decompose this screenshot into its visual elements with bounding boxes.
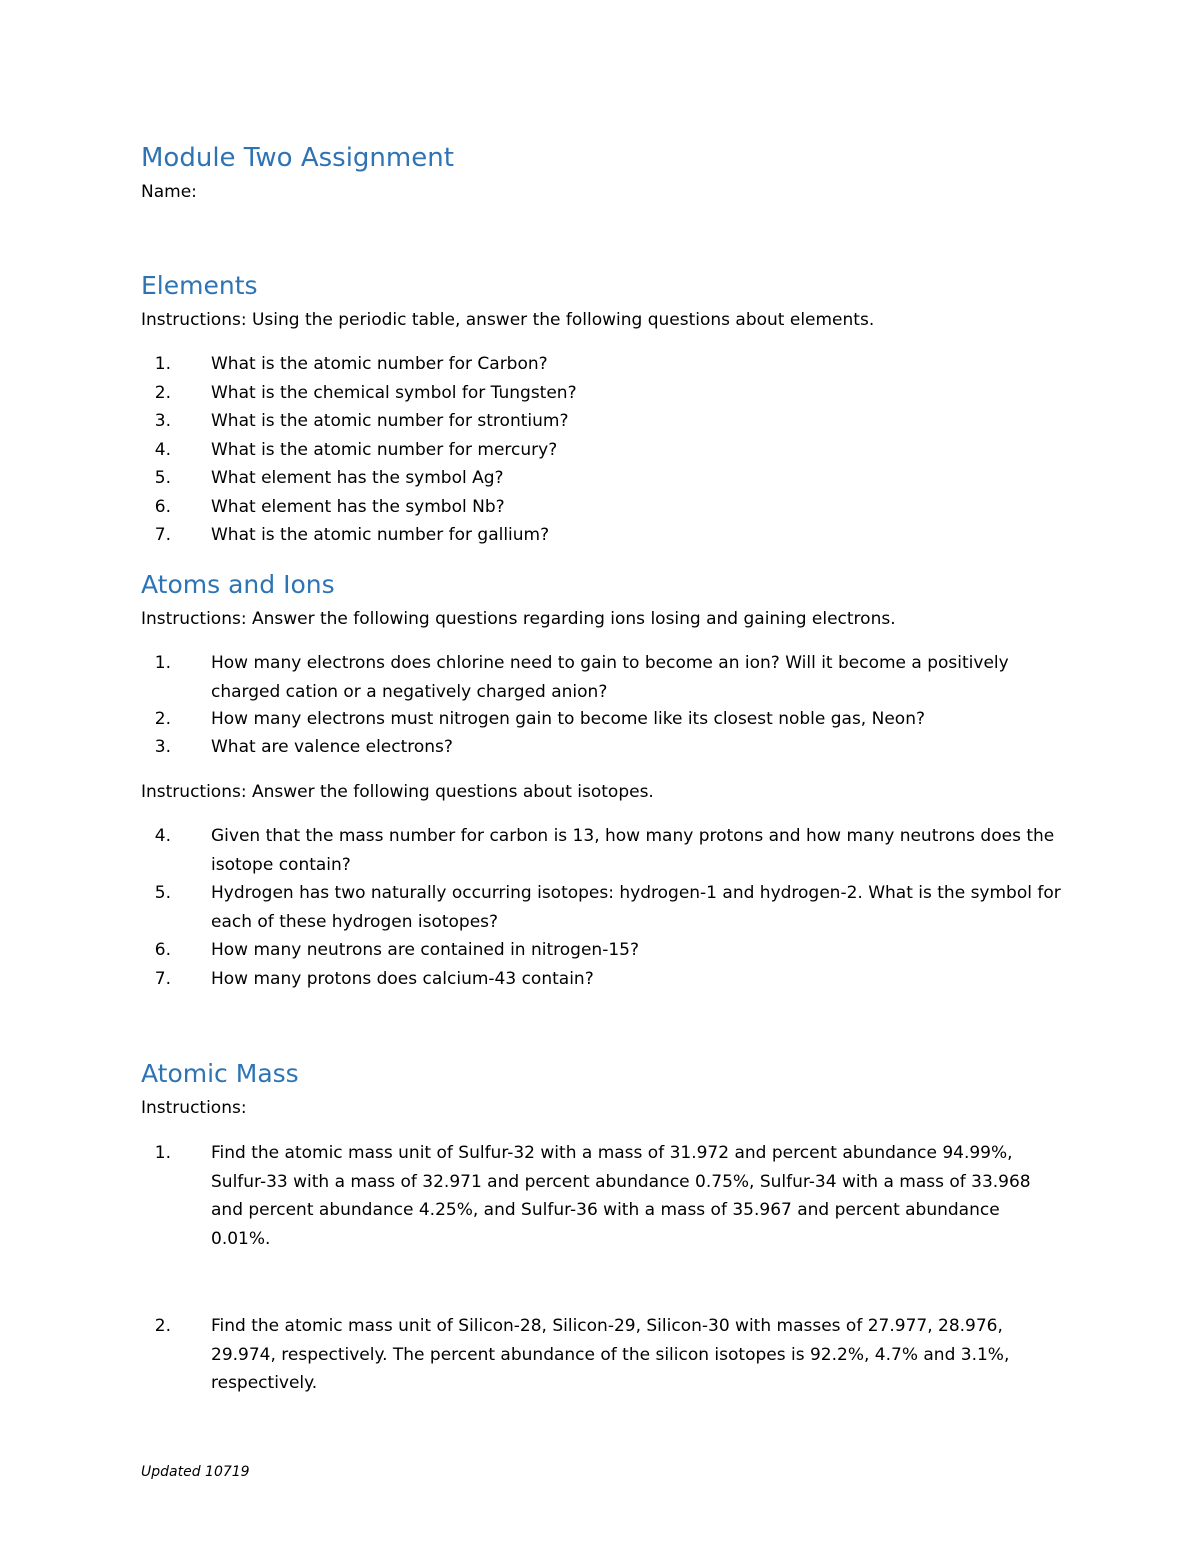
item-number: 1. (154, 1143, 171, 1163)
item-text: What element has the symbol Nb? (211, 496, 505, 517)
item-number: 2. (154, 382, 171, 403)
item-number: 5. (154, 883, 171, 903)
atomic-mass-heading: Atomic Mass (141, 1059, 299, 1088)
item-text: What is the atomic number for mercury? (211, 439, 558, 460)
item-text: Hydrogen has two naturally occurring isotopes: hydrogen-1 and hydrogen-2. What is the symbol for each of these hydrogen isotopes? (211, 883, 1061, 932)
item-text: What is the atomic number for Carbon? (211, 354, 548, 374)
item-number: 6. (154, 496, 171, 517)
item-text: What is the atomic number for gallium? (211, 525, 550, 545)
item-text: How many neutrons are contained in nitrogen-15? (211, 940, 639, 960)
item-number: 3. (154, 411, 171, 431)
item-text: What is the atomic number for strontium? (211, 411, 569, 431)
item-number: 5. (154, 468, 171, 488)
item-number: 7. (154, 969, 171, 989)
atoms-ions-heading: Atoms and Ions (141, 570, 335, 599)
item-text: What are valence electrons? (211, 737, 453, 757)
item-number: 7. (154, 525, 171, 545)
item-number: 4. (154, 826, 171, 846)
item-number: 1. (154, 653, 171, 673)
item-number: 6. (154, 940, 171, 960)
name-label: Name: (141, 182, 197, 202)
elements-instructions: Instructions: Using the periodic table, answer the following questions about elements. (141, 310, 875, 330)
document-title: Module Two Assignment (141, 143, 454, 173)
item-text: What is the chemical symbol for Tungsten? (211, 382, 577, 403)
item-number: 3. (154, 737, 171, 757)
atoms-ions-instructions: Instructions: Answer the following questions regarding ions losing and gaining electrons. (141, 609, 896, 629)
item-text: How many electrons does chlorine need to gain to become an ion? Will it become a positively charged cation or a negatively charged anion? (211, 653, 1009, 702)
item-number: 1. (154, 354, 171, 374)
item-text: Given that the mass number for carbon is 13, how many protons and how many neutrons does the isotope contain? (211, 826, 1055, 875)
item-number: 4. (154, 439, 171, 460)
item-number: 2. (154, 709, 171, 729)
atomic-mass-instructions: Instructions: (141, 1098, 247, 1118)
item-text: How many protons does calcium-43 contain? (211, 969, 594, 989)
item-number: 2. (154, 1316, 171, 1336)
elements-heading: Elements (141, 271, 258, 300)
item-text: Find the atomic mass unit of Sulfur-32 with a mass of 31.972 and percent abundance 94.99%, Sulfur-33 with a mass of 32.971 and percent abundance 0.75%, Sulfur-34 with a mass of 33.968 and percent abundance 4.25%, and Sulfur-36 with a mass of 35.967 and percent abundance 0.01%. (211, 1143, 1031, 1249)
item-text: Find the atomic mass unit of Silicon-28, Silicon-29, Silicon-30 with masses of 27.977, 28.976, 29.974, respectively. The percent abundance of the silicon isotopes is 92.2%, 4.7% and 3.1%, respectively. (211, 1316, 1010, 1393)
item-text: How many electrons must nitrogen gain to become like its closest noble gas, Neon? (211, 709, 925, 729)
footer-updated: Updated 10719 (141, 1464, 250, 1480)
isotopes-instructions: Instructions: Answer the following questions about isotopes. (141, 782, 654, 802)
item-text: What element has the symbol Ag? (211, 468, 504, 488)
